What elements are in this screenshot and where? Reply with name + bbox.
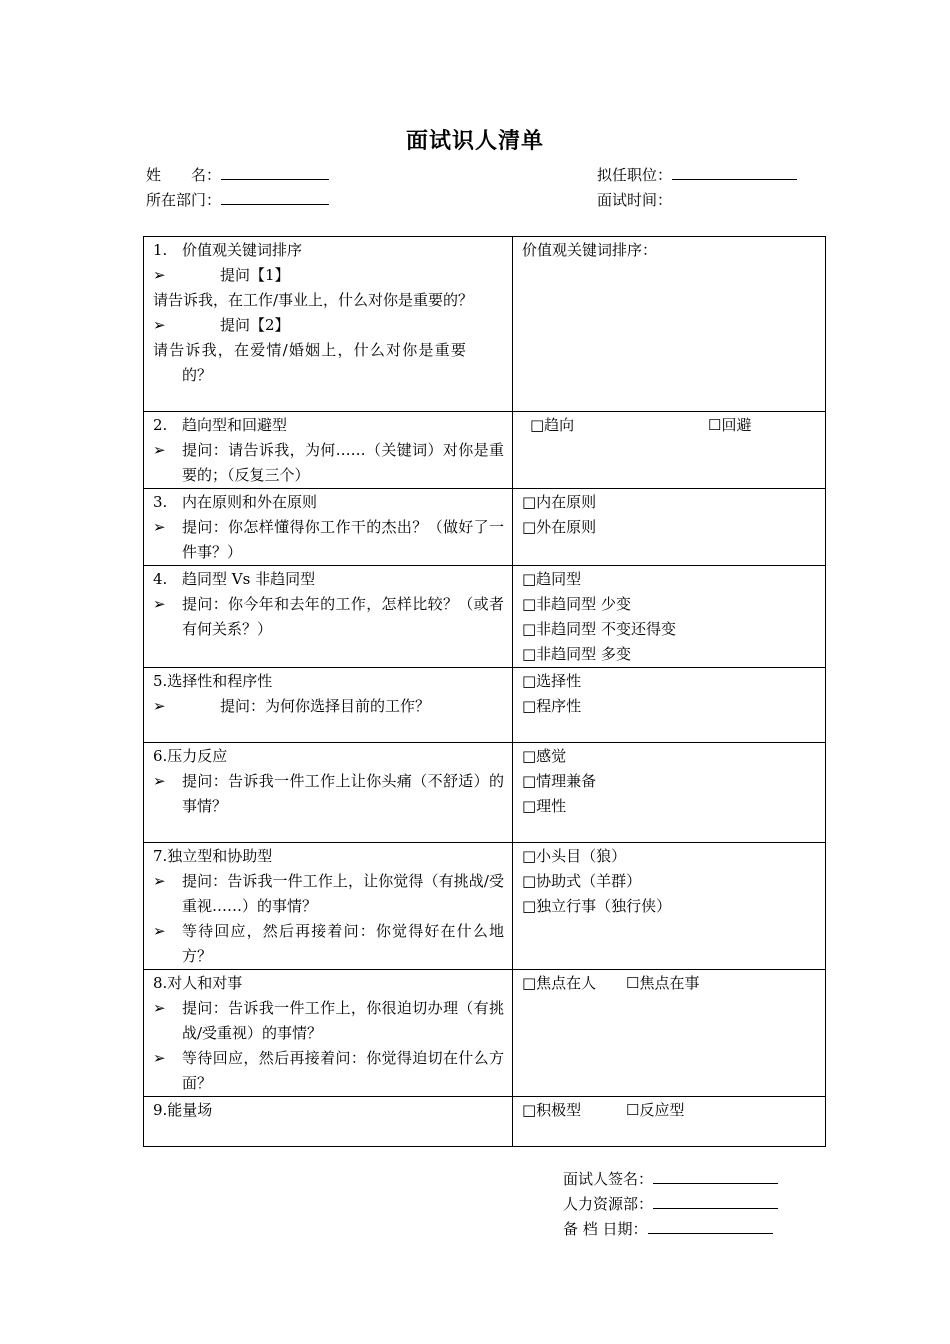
table-row (144, 237, 826, 412)
row3-question (144, 489, 513, 566)
table-row (144, 489, 826, 566)
sameness-checkbox[interactable]: □趋同型 (522, 570, 582, 588)
cooperative-checkbox[interactable]: □协助式（羊群） (522, 872, 642, 890)
row1-q1-text: 请告诉我，在工作/事业上，什么对你是重要的？ (153, 291, 474, 309)
row9-question (144, 1097, 513, 1147)
bullet-arrow-icon: ➢ (153, 1049, 166, 1067)
dept-label: 所在部门： (146, 191, 222, 209)
row7-bullet2 (153, 919, 504, 969)
row8-answer (513, 970, 826, 1097)
row4-question (144, 566, 513, 668)
hr-label: 人力资源部： (563, 1195, 654, 1213)
table-row (144, 743, 826, 843)
bullet-arrow-icon: ➢ (153, 999, 166, 1017)
bullet-arrow-icon: ➢ (153, 922, 166, 940)
archive-date (563, 1219, 773, 1239)
row7-bullet1 (153, 869, 504, 919)
table-row (144, 843, 826, 970)
task-focus-checkbox[interactable]: ☐焦点在事 (626, 974, 700, 992)
row5-question (144, 668, 513, 743)
row2-options (522, 413, 817, 438)
time-label: 面试时间： (597, 191, 673, 209)
bullet-arrow-icon: ➢ (153, 595, 166, 613)
row3-bullet-text: 提问：你怎样懂得你工作干的杰出？（做好了一件事？） (182, 518, 504, 561)
row8-bullet2-text: 等待回应，然后再接着问：你觉得迫切在什么方面？ (182, 1049, 504, 1092)
row2-question (144, 412, 513, 489)
bullet-arrow-icon: ➢ (153, 266, 166, 284)
row4-number: 4. (153, 570, 168, 588)
row1-heading-text: 价值观关键词排序 (182, 241, 303, 259)
row2-bullet-text: 提问：请告诉我，为何……（关键词）对你是重要的；（反复三个） (182, 441, 504, 484)
row5-heading: 5.选择性和程序性 (153, 672, 273, 690)
row5-bullet-text: 提问：为何你选择目前的工作？ (220, 697, 431, 715)
table-row (144, 970, 826, 1097)
archive-date-blank[interactable] (648, 1219, 773, 1234)
row2-number: 2. (153, 416, 168, 434)
approach-checkbox[interactable]: □趋向 (530, 416, 575, 434)
row9-options (522, 1098, 817, 1123)
table-row (144, 412, 826, 489)
row7-answer (513, 843, 826, 970)
row6-heading: 6.压力反应 (153, 747, 228, 765)
balanced-checkbox[interactable]: □情理兼备 (522, 772, 597, 790)
row8-question (144, 970, 513, 1097)
row6-bullet (153, 769, 504, 819)
table-row (144, 1097, 826, 1147)
row4-bullet-text: 提问：你今年和去年的工作，怎样比较？（或者有何关系？） (182, 595, 504, 638)
row2-heading-text: 趋向型和回避型 (182, 416, 288, 434)
dept-field (146, 190, 329, 210)
row4-answer (513, 566, 826, 668)
row1-answer[interactable] (513, 237, 826, 412)
row6-answer (513, 743, 826, 843)
archive-date-label: 备 档 日期： (563, 1220, 648, 1238)
row1-q2-text-a: 请告诉我，在爱情/婚姻上，什么对你是重要 (153, 341, 468, 359)
row3-bullet (153, 515, 504, 565)
table-row (144, 668, 826, 743)
time-field (597, 190, 672, 210)
row5-bullet (153, 694, 504, 719)
bullet-arrow-icon: ➢ (153, 441, 166, 459)
row8-bullet2 (153, 1046, 504, 1096)
row5-answer (513, 668, 826, 743)
page-title: 面试识人清单 (405, 128, 544, 154)
row3-heading (153, 490, 504, 515)
row8-heading: 8.对人和对事 (153, 974, 243, 992)
row7-bullet2-text: 等待回应，然后再接着问：你觉得好在什么地方？ (182, 922, 504, 965)
feeling-checkbox[interactable]: □感觉 (522, 747, 567, 765)
proactive-checkbox[interactable]: □积极型 (522, 1101, 582, 1119)
row4-heading-text: 趋同型 Vs 非趋同型 (182, 570, 316, 588)
hr-signature (563, 1194, 778, 1214)
row3-number: 3. (153, 493, 168, 511)
dept-blank[interactable] (221, 190, 329, 205)
row1-q2-line (153, 313, 504, 338)
row1-q1-label: 提问【1】 (220, 266, 290, 284)
bullet-arrow-icon: ➢ (153, 316, 166, 334)
row7-bullet1-text: 提问：告诉我一件工作上，让你觉得（有挑战/受重视……）的事情？ (182, 872, 504, 915)
reactive-checkbox[interactable]: ☐反应型 (626, 1101, 685, 1119)
row3-heading-text: 内在原则和外在原则 (182, 493, 318, 511)
avoid-checkbox[interactable]: ☐回避 (708, 416, 752, 434)
difference-less-change-checkbox[interactable]: □非趋同型 少变 (522, 595, 631, 613)
bullet-arrow-icon: ➢ (153, 872, 166, 890)
row8-bullet1-text: 提问：告诉我一件工作上，你很迫切办理（有挑战/受重视）的事情？ (182, 999, 504, 1042)
difference-no-change-checkbox[interactable]: □非趋同型 不变还得变 (522, 620, 676, 638)
options-checkbox[interactable]: □选择性 (522, 672, 582, 690)
row1-number: 1. (153, 241, 168, 259)
name-field (146, 165, 329, 185)
position-field (597, 165, 797, 185)
position-blank[interactable] (672, 165, 797, 180)
row7-question (144, 843, 513, 970)
row9-answer (513, 1097, 826, 1147)
row8-bullet1 (153, 996, 504, 1046)
row1-q2-label: 提问【2】 (220, 316, 290, 334)
bullet-arrow-icon: ➢ (153, 518, 166, 536)
row1-q2-text-b: 的？ (182, 366, 213, 384)
difference-more-change-checkbox[interactable]: □非趋同型 多变 (522, 645, 631, 663)
row4-bullet (153, 592, 504, 642)
row6-bullet-text: 提问：告诉我一件工作上让你头痛（不舒适）的事情？ (182, 772, 504, 815)
interviewer-signature (563, 1169, 778, 1189)
row1-answer-label: 价值观关键词排序： (522, 241, 658, 259)
table-row (144, 566, 826, 668)
bullet-arrow-icon: ➢ (153, 772, 166, 790)
hr-blank[interactable] (653, 1194, 778, 1209)
row8-options (522, 971, 817, 996)
row2-heading (153, 413, 504, 438)
name-blank[interactable] (221, 165, 329, 180)
name-label: 姓 名： (146, 166, 222, 184)
procedures-checkbox[interactable]: □程序性 (522, 697, 582, 715)
row2-answer (513, 412, 826, 489)
external-principle-checkbox[interactable]: □外在原则 (522, 518, 597, 536)
people-focus-checkbox[interactable]: □焦点在人 (522, 974, 597, 992)
row6-question (144, 743, 513, 843)
interviewer-label: 面试人签名： (563, 1170, 654, 1188)
internal-principle-checkbox[interactable]: □内在原则 (522, 493, 597, 511)
rational-checkbox[interactable]: □理性 (522, 797, 567, 815)
row3-answer (513, 489, 826, 566)
checklist-table (143, 236, 826, 1147)
position-label: 拟任职位： (597, 166, 673, 184)
row9-heading: 9.能量场 (153, 1101, 213, 1119)
independent-checkbox[interactable]: □独立行事（独行侠） (522, 897, 672, 915)
row4-heading (153, 567, 504, 592)
row7-heading: 7.独立型和协助型 (153, 847, 273, 865)
interviewer-blank[interactable] (653, 1169, 778, 1184)
row1-heading (153, 238, 504, 263)
leader-checkbox[interactable]: □小头目（狼） (522, 847, 627, 865)
row1-question (144, 237, 513, 412)
row1-q1-line (153, 263, 504, 288)
bullet-arrow-icon: ➢ (153, 697, 166, 715)
row2-bullet (153, 438, 504, 488)
